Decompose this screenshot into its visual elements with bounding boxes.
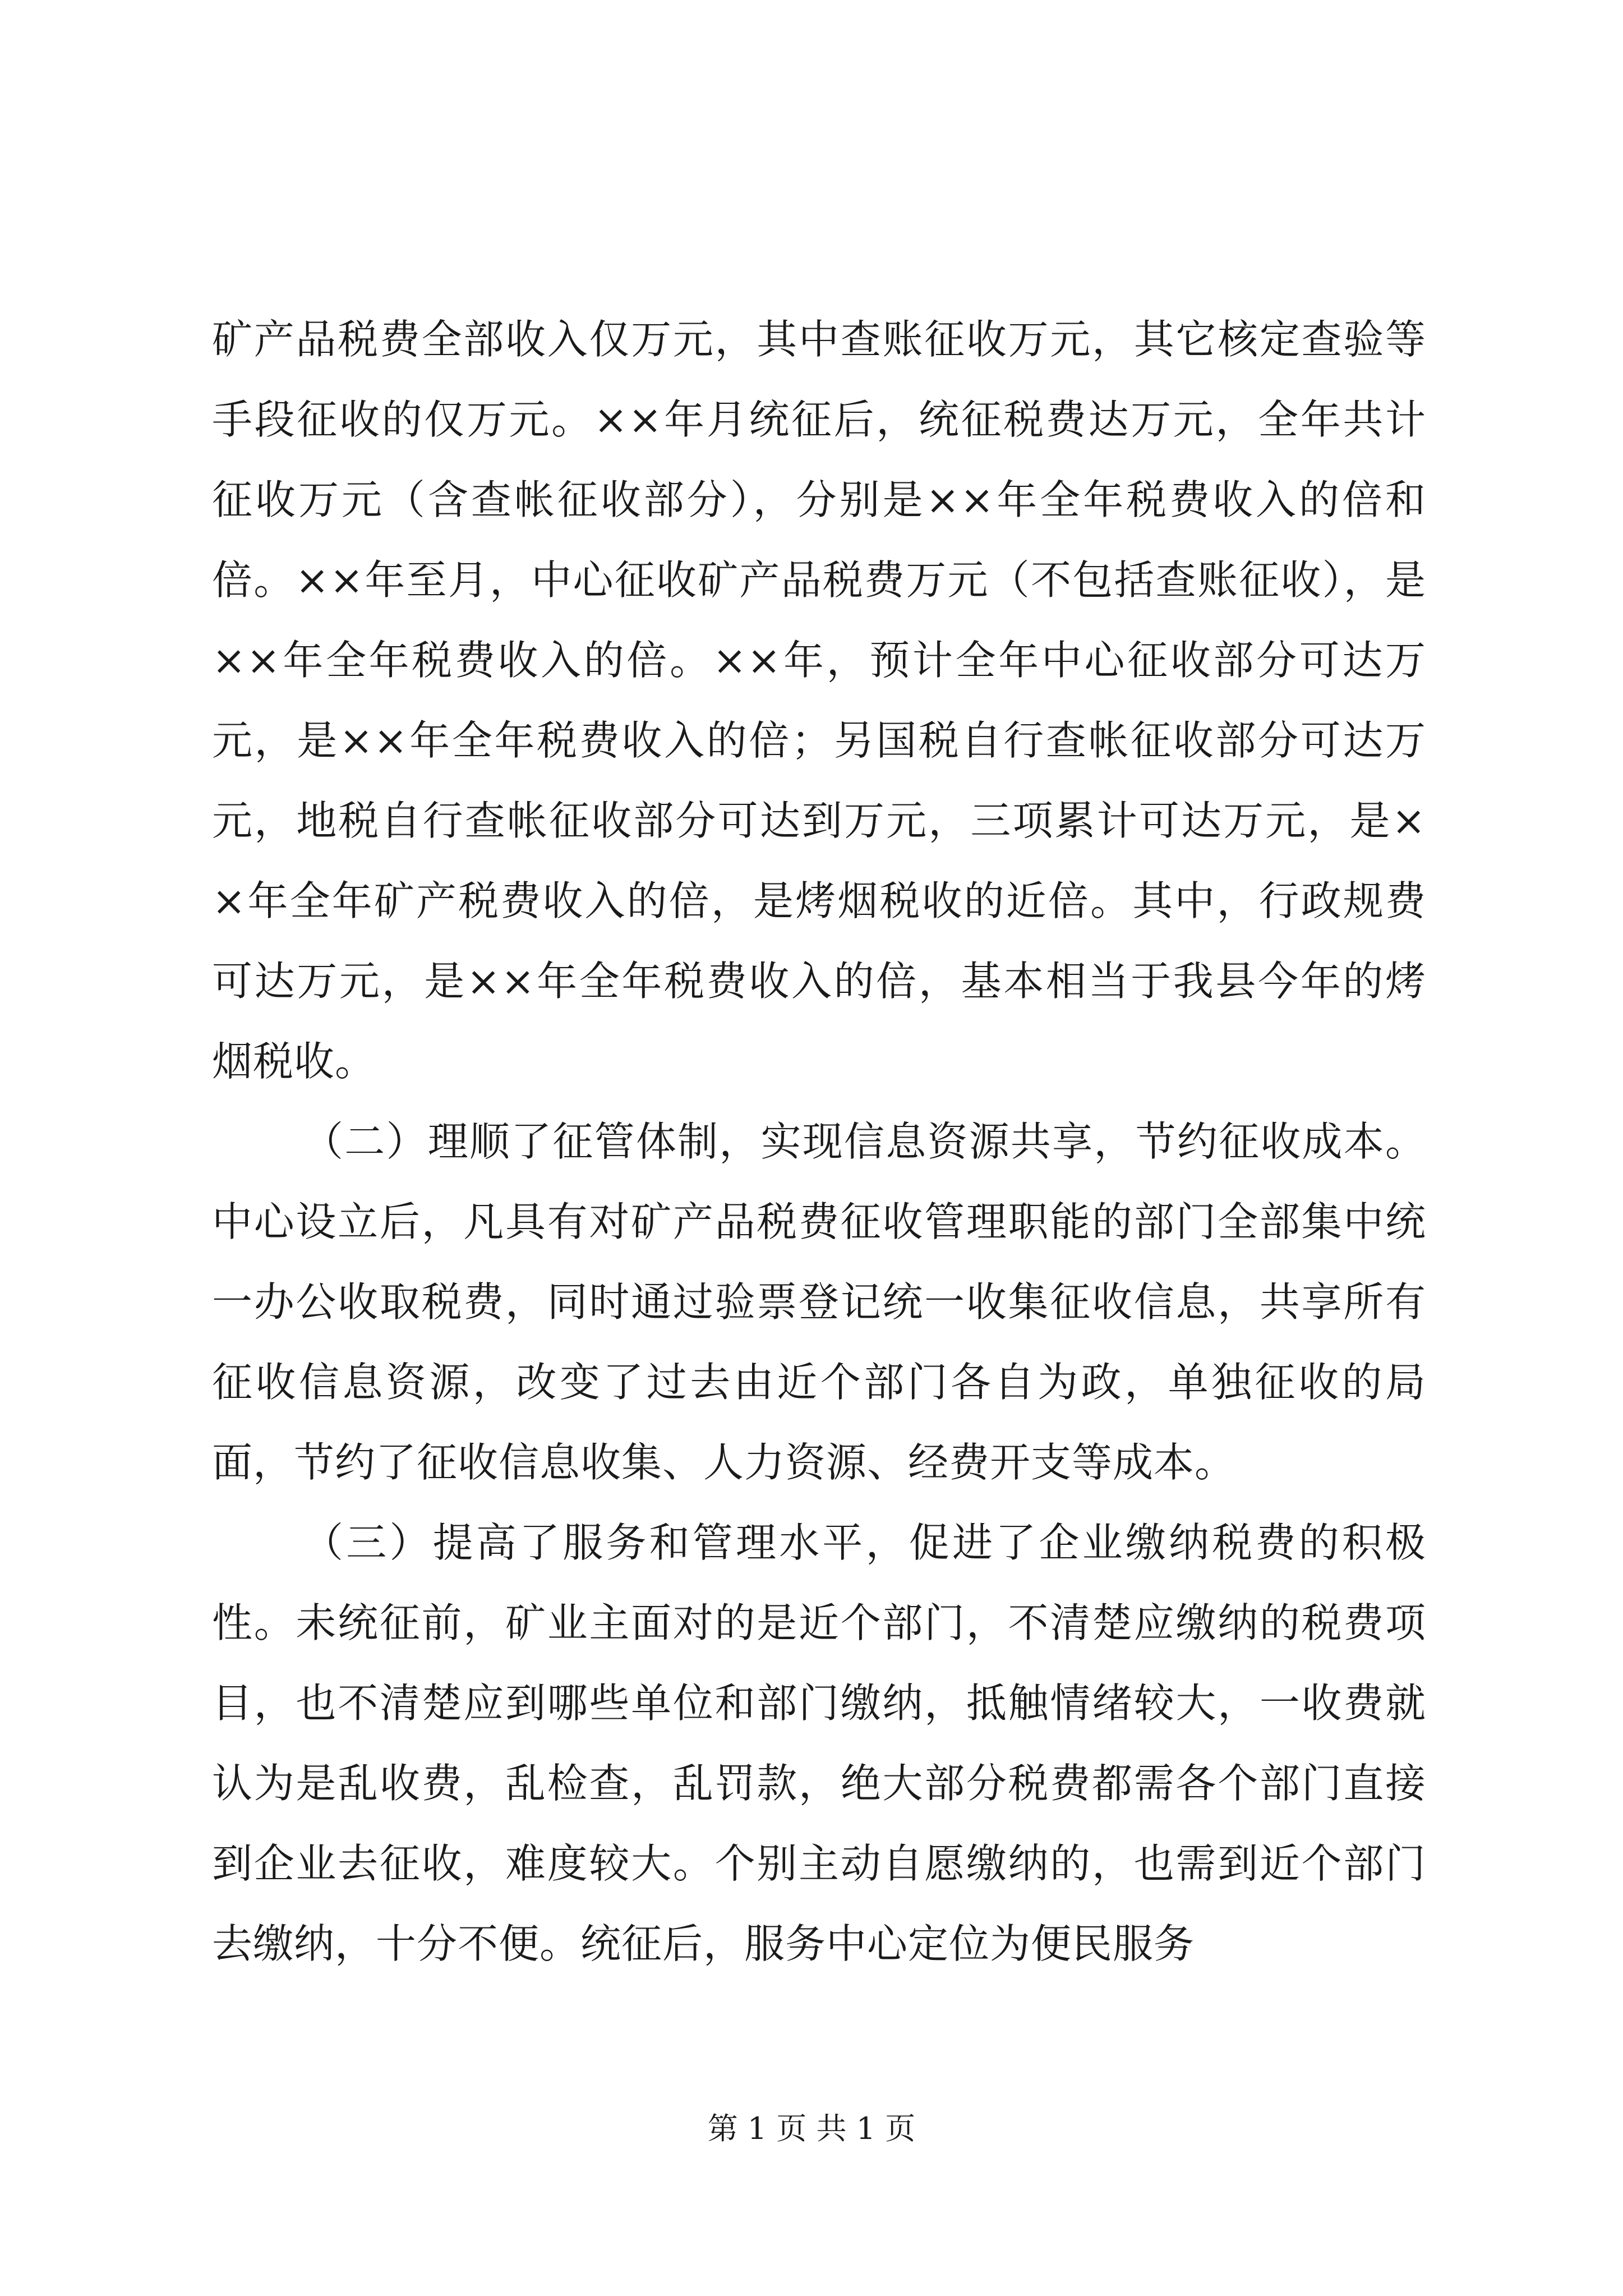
- paragraph-3: （三）提高了服务和管理水平，促进了企业缴纳税费的积极性。未统征前，矿业主面对的是近个部门，不清楚应缴纳的税费项目，也不清楚应到哪些单位和部门缴纳，抵触情绪较大，一收费就认为是乱收费，乱检查，乱罚款，绝大部分税费都需各个部门直接到企业去征收，难度较大。个别主动自愿缴纳的，也需到近个部门去缴纳，十分不便。统征后，服务中心定位为便民服务: [212, 1519, 1426, 1967]
- paragraph-2: （二）理顺了征管体制，实现信息资源共享，节约征收成本。中心设立后，凡具有对矿产品税费征收管理职能的部门全部集中统一办公收取税费，同时通过验票登记统一收集征收信息，共享所有征收信息资源，改变了过去由近个部门各自为政，单独征收的局面，节约了征收信息收集、人力资源、经费开支等成本。: [212, 1118, 1426, 1486]
- document-body: [212, 300, 1426, 1984]
- paragraph-1: 矿产品税费全部收入仅万元，其中查账征收万元，其它核定查验等手段征收的仅万元。××年月统征后，统征税费达万元，全年共计征收万元（含查帐征收部分），分别是××年全年税费收入的倍和倍。××年至月，中心征收矿产品税费万元（不包括查账征收），是××年全年税费收入的倍。××年，预计全年中心征收部分可达万元，是××年全年税费收入的倍；另国税自行查帐征收部分可达万元，地税自行查帐征收部分可达到万元，三项累计可达万元，是××年全年矿产税费收入的倍，是烤烟税收的近倍。其中，行政规费可达万元，是××年全年税费收入的倍，基本相当于我县今年的烤烟税收。: [212, 316, 1426, 1085]
- page-number-label: 第 1 页 共 1 页: [707, 2111, 916, 2146]
- page-footer: [0, 2109, 1623, 2148]
